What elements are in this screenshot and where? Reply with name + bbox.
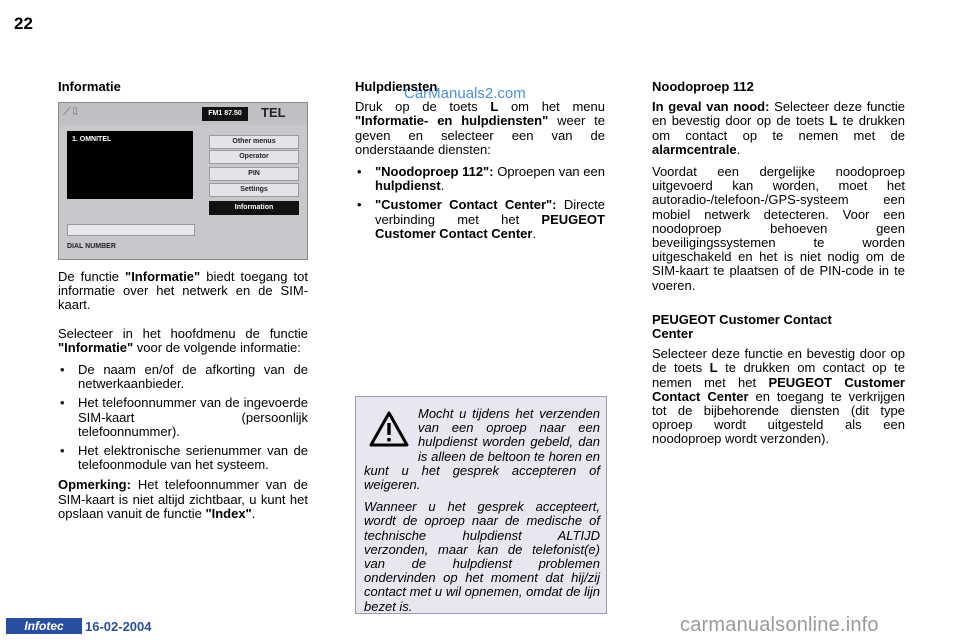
list-item: • Het elektronische serienummer van de telefoonmodule van het systeem. <box>58 444 308 472</box>
menu-item-information: Information <box>209 201 299 215</box>
section-heading-noodoproep: Noodoproep 112 <box>652 79 754 94</box>
dial-input-field <box>67 224 195 236</box>
section-heading-hulpdiensten: Hulpdiensten <box>355 79 438 94</box>
watermark: CarManuals2.com <box>404 85 526 102</box>
footer-website: carmanualsonline.info <box>680 614 879 636</box>
warning-box <box>355 396 607 614</box>
list-item: • Het telefoonnummer van de ingevoerde SIM-kaart (persoonlijk telefoonnummer). <box>58 396 308 439</box>
menu-item-other-menus: Other menus <box>209 135 299 149</box>
paragraph-prerequisites: Voordat een dergelijke noodoproep uitgevoerd kan worden, moet het autoradio-/telefoon-/GPS-systeem een mobiel netwerk detecteren. Voor een noodoproep behoeven geen beveiligingssystemen te worden uitgeschakeld en het is niet nodig om de SIM-kaart te plaatsen of de PIN-code in te voeren. <box>652 164 905 293</box>
radio-frequency-label: FM1 87.50 <box>202 107 248 121</box>
icon-spacer <box>364 407 418 463</box>
section-heading-informatie: Informatie <box>58 79 121 94</box>
page-number: 22 <box>14 14 33 33</box>
footer-date: 16-02-2004 <box>85 619 152 634</box>
infotec-logo: Infotec <box>6 618 82 634</box>
paragraph-emergency: In geval van nood: Selecteer deze functie en bevestig door op de toets L te drukken om contact op te nemen met de alarmcentrale. <box>652 99 905 157</box>
paragraph-customer-contact: Selecteer deze functie en bevestig door op de toets L te drukken om contact op te nemen met het PEUGEOT Customer Contact Center en toegang te verkrijgen tot de bijbehorende diensten (dit type oproep wordt uitgesteld als een noodoproep wordt verzonden). <box>652 346 905 447</box>
section-heading-customer-contact: PEUGEOT Customer Contact Center <box>652 311 832 342</box>
menu-item-pin: PIN <box>209 167 299 181</box>
warning-text-1: Mocht u tijdens het verzenden van een oproep naar een hulpdienst worden gebeld, dan is alleen de beltoon te horen en kunt u het gesprek accepteren of weigeren. <box>364 406 600 493</box>
services-bullet-list <box>355 165 605 241</box>
list-item-noodoproep: • "Noodoproep 112": Oproepen van een hulpdienst. <box>355 165 605 193</box>
warning-text <box>364 407 600 622</box>
column-informatie <box>58 80 308 104</box>
warning-paragraph-1 <box>364 407 600 492</box>
paragraph-select: Selecteer in het hoofdmenu de functie "Informatie" voor de volgende informatie: <box>58 325 308 355</box>
column-informatie-text <box>58 270 308 529</box>
paragraph-hulpdiensten: Druk op de toets L om het menu "Informatie- en hulpdiensten" weer te geven en selecteer een van de onderstaande diensten: <box>355 99 605 157</box>
menu-item-operator: Operator <box>209 150 299 164</box>
column-hulpdiensten <box>355 80 605 247</box>
display-line: 1. OMNITEL <box>72 136 112 143</box>
info-bullet-list <box>58 363 308 472</box>
display-screen-illustration <box>58 102 308 260</box>
screen-display-area <box>67 131 193 199</box>
signal-icon: ⟋▯ <box>63 106 80 118</box>
paragraph-note: Opmerking: Het telefoonnummer van de SIM-kaart is niet altijd zichtbaar, u kunt het opslaan vanuit de functie "Index". <box>58 477 308 521</box>
warning-paragraph-2: Wanneer u het gesprek accepteert, wordt de oproep naar de medische of technische hulpdienst ALTIJD verzonden, maar kan de telefonist(e) van de hulpdienst problemen ondervinden op het moment dat hij/zij contact met u wil opnemen, omdat de lijn bezet is. <box>364 499 600 614</box>
tel-label: TEL <box>261 105 286 120</box>
paragraph-intro: De functie "Informatie" biedt toegang tot informatie over het netwerk en de SIM-kaart. <box>58 269 308 313</box>
list-item: • De naam en/of de afkorting van de netwerkaanbieder. <box>58 363 308 391</box>
column-noodoproep <box>652 80 905 455</box>
menu-item-settings: Settings <box>209 183 299 197</box>
dial-number-label: DIAL NUMBER <box>67 243 116 250</box>
list-item-customer-contact: • "Customer Contact Center": Directe verbinding met het PEUGEOT Customer Contact Center. <box>355 198 605 241</box>
